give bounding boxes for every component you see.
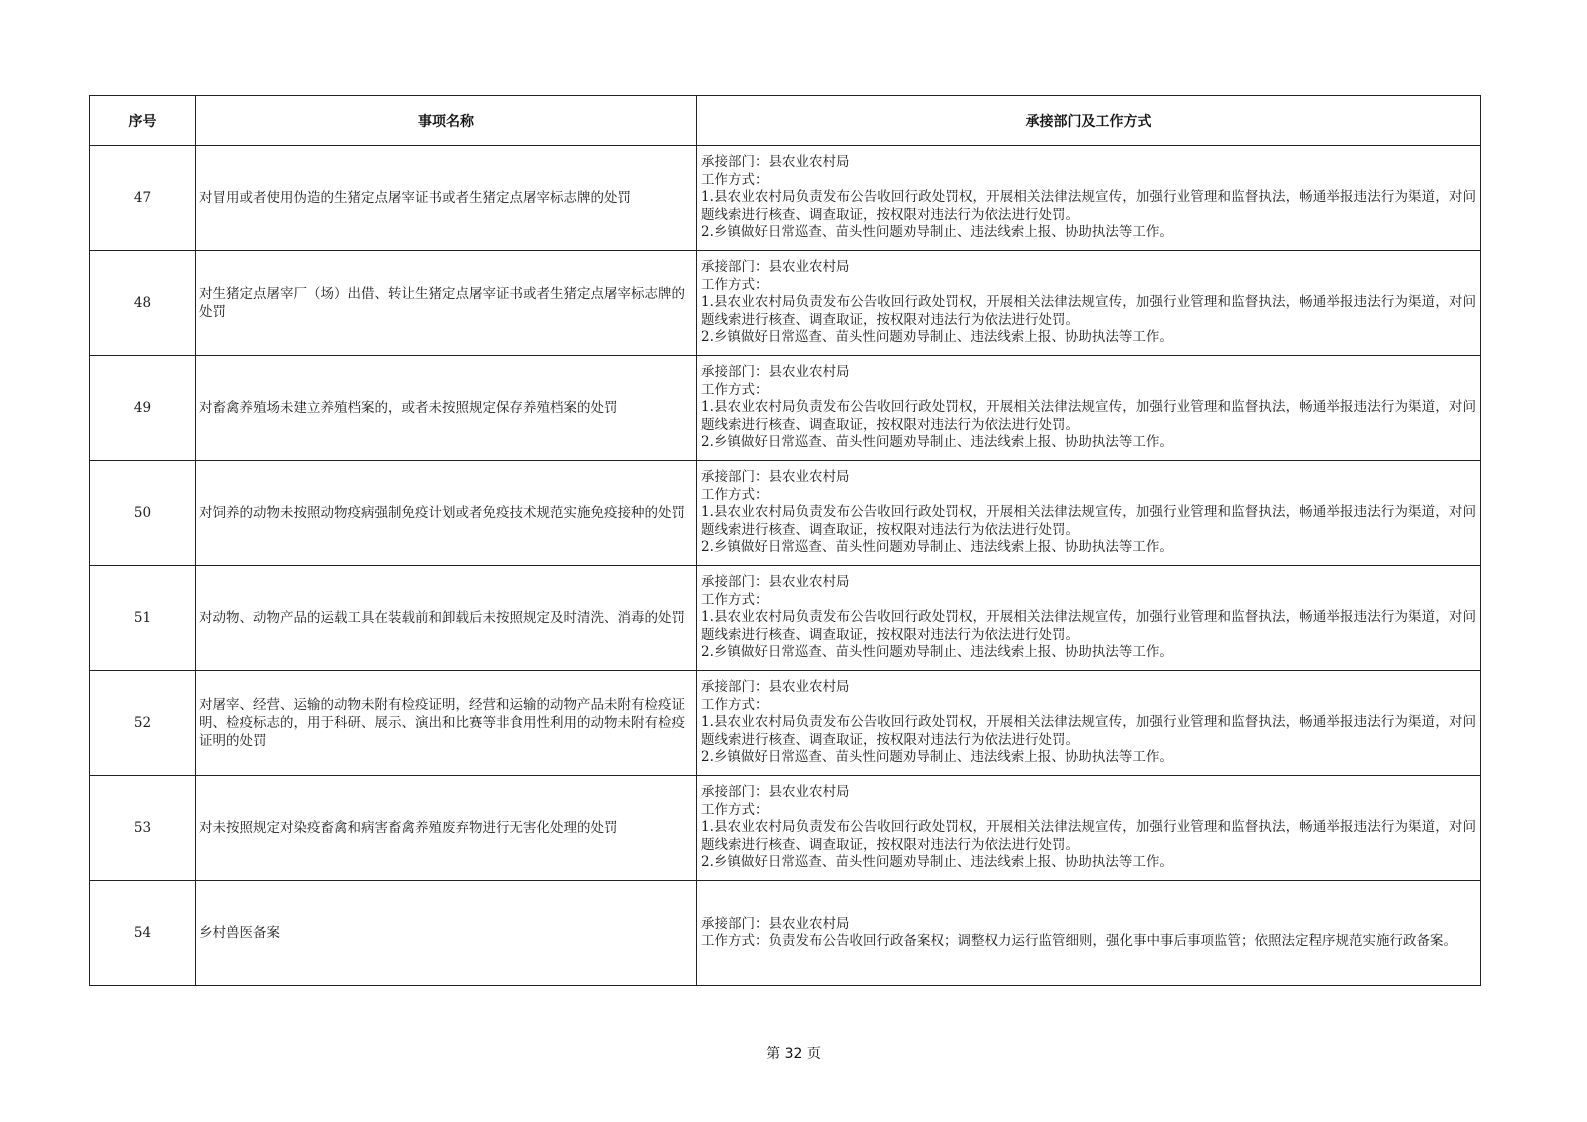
dept-line: 工作方式：	[701, 591, 769, 608]
table-row	[90, 776, 1481, 881]
header-dept: 承接部门及工作方式	[697, 96, 1481, 146]
matter-name: 对畜禽养殖场未建立养殖档案的，或者未按照规定保存养殖档案的处罚	[196, 356, 697, 461]
row-number: 52	[90, 671, 196, 776]
table-row	[90, 461, 1481, 566]
row-number: 50	[90, 461, 196, 566]
dept-line: 承接部门：县农业农村局	[701, 574, 850, 591]
dept-line: 承接部门：县农业农村局	[701, 259, 850, 276]
dept-and-method	[697, 776, 1481, 881]
dept-line: 2.乡镇做好日常巡查、苗头性问题劝导制止、违法线索上报、协助执法等工作。	[701, 749, 1173, 766]
dept-line: 工作方式：	[701, 486, 769, 503]
dept-line: 承接部门：县农业农村局	[701, 915, 850, 932]
table-header-row	[90, 96, 1481, 146]
page-number: 第 32 页	[766, 1046, 821, 1062]
dept-line: 2.乡镇做好日常巡查、苗头性问题劝导制止、违法线索上报、协助执法等工作。	[701, 434, 1173, 451]
dept-line: 1.县农业农村局负责发布公告收回行政处罚权，开展相关法律法规宣传，加强行业管理和监督执法，畅通举报违法行为渠道，对问题线索进行核查、调查取证，按权限对违法行为依法进行处罚。	[701, 819, 1476, 853]
dept-line: 2.乡镇做好日常巡查、苗头性问题劝导制止、违法线索上报、协助执法等工作。	[701, 224, 1173, 241]
matter-name: 对未按照规定对染疫畜禽和病害畜禽养殖废弃物进行无害化处理的处罚	[196, 776, 697, 881]
matters-table	[89, 95, 1481, 986]
dept-and-method	[697, 356, 1481, 461]
row-number: 47	[90, 146, 196, 251]
dept-line: 1.县农业农村局负责发布公告收回行政处罚权，开展相关法律法规宣传，加强行业管理和监督执法，畅通举报违法行为渠道，对问题线索进行核查、调查取证，按权限对违法行为依法进行处罚。	[701, 609, 1476, 643]
table-body	[90, 146, 1481, 986]
table-row	[90, 251, 1481, 356]
dept-and-method	[697, 251, 1481, 356]
table-row	[90, 356, 1481, 461]
dept-and-method	[697, 566, 1481, 671]
dept-line: 工作方式：	[701, 801, 769, 818]
matter-name: 对动物、动物产品的运载工具在装载前和卸载后未按照规定及时清洗、消毒的处罚	[196, 566, 697, 671]
dept-line: 1.县农业农村局负责发布公告收回行政处罚权，开展相关法律法规宣传，加强行业管理和监督执法，畅通举报违法行为渠道，对问题线索进行核查、调查取证，按权限对违法行为依法进行处罚。	[701, 189, 1476, 223]
dept-and-method	[697, 146, 1481, 251]
row-number: 48	[90, 251, 196, 356]
table-row	[90, 146, 1481, 251]
row-number: 49	[90, 356, 196, 461]
row-number: 51	[90, 566, 196, 671]
dept-line: 工作方式：	[701, 171, 769, 188]
dept-line: 工作方式：	[701, 276, 769, 293]
dept-line: 2.乡镇做好日常巡查、苗头性问题劝导制止、违法线索上报、协助执法等工作。	[701, 854, 1173, 871]
dept-and-method	[697, 461, 1481, 566]
dept-line: 工作方式：	[701, 381, 769, 398]
dept-and-method	[697, 881, 1481, 986]
dept-line: 承接部门：县农业农村局	[701, 364, 850, 381]
matter-name: 对生猪定点屠宰厂（场）出借、转让生猪定点屠宰证书或者生猪定点屠宰标志牌的处罚	[196, 251, 697, 356]
dept-line: 2.乡镇做好日常巡查、苗头性问题劝导制止、违法线索上报、协助执法等工作。	[701, 539, 1173, 556]
table-row	[90, 566, 1481, 671]
row-number: 53	[90, 776, 196, 881]
table-row	[90, 671, 1481, 776]
table-row	[90, 881, 1481, 986]
dept-line: 1.县农业农村局负责发布公告收回行政处罚权，开展相关法律法规宣传，加强行业管理和监督执法，畅通举报违法行为渠道，对问题线索进行核查、调查取证，按权限对违法行为依法进行处罚。	[701, 399, 1476, 433]
matter-name: 乡村兽医备案	[196, 881, 697, 986]
dept-line: 承接部门：县农业农村局	[701, 154, 850, 171]
header-num: 序号	[90, 96, 196, 146]
matter-name: 对冒用或者使用伪造的生猪定点屠宰证书或者生猪定点屠宰标志牌的处罚	[196, 146, 697, 251]
dept-line: 承接部门：县农业农村局	[701, 469, 850, 486]
dept-line: 承接部门：县农业农村局	[701, 784, 850, 801]
dept-and-method	[697, 671, 1481, 776]
dept-line: 2.乡镇做好日常巡查、苗头性问题劝导制止、违法线索上报、协助执法等工作。	[701, 644, 1173, 661]
matter-name: 对屠宰、经营、运输的动物未附有检疫证明，经营和运输的动物产品未附有检疫证明、检疫标志的，用于科研、展示、演出和比赛等非食用性利用的动物未附有检疫证明的处罚	[196, 671, 697, 776]
dept-line: 2.乡镇做好日常巡查、苗头性问题劝导制止、违法线索上报、协助执法等工作。	[701, 329, 1173, 346]
dept-line: 1.县农业农村局负责发布公告收回行政处罚权，开展相关法律法规宣传，加强行业管理和监督执法，畅通举报违法行为渠道，对问题线索进行核查、调查取证，按权限对违法行为依法进行处罚。	[701, 294, 1476, 328]
header-name: 事项名称	[196, 96, 697, 146]
dept-line: 工作方式：负责发布公告收回行政备案权；调整权力运行监管细则，强化事中事后事项监管；依照法定程序规范实施行政备案。	[701, 933, 1457, 949]
dept-line: 1.县农业农村局负责发布公告收回行政处罚权，开展相关法律法规宣传，加强行业管理和监督执法，畅通举报违法行为渠道，对问题线索进行核查、调查取证，按权限对违法行为依法进行处罚。	[701, 504, 1476, 538]
dept-line: 承接部门：县农业农村局	[701, 679, 850, 696]
dept-line: 工作方式：	[701, 696, 769, 713]
matter-name: 对饲养的动物未按照动物疫病强制免疫计划或者免疫技术规范实施免疫接种的处罚	[196, 461, 697, 566]
row-number: 54	[90, 881, 196, 986]
dept-line: 1.县农业农村局负责发布公告收回行政处罚权，开展相关法律法规宣传，加强行业管理和监督执法，畅通举报违法行为渠道，对问题线索进行核查、调查取证，按权限对违法行为依法进行处罚。	[701, 714, 1476, 748]
